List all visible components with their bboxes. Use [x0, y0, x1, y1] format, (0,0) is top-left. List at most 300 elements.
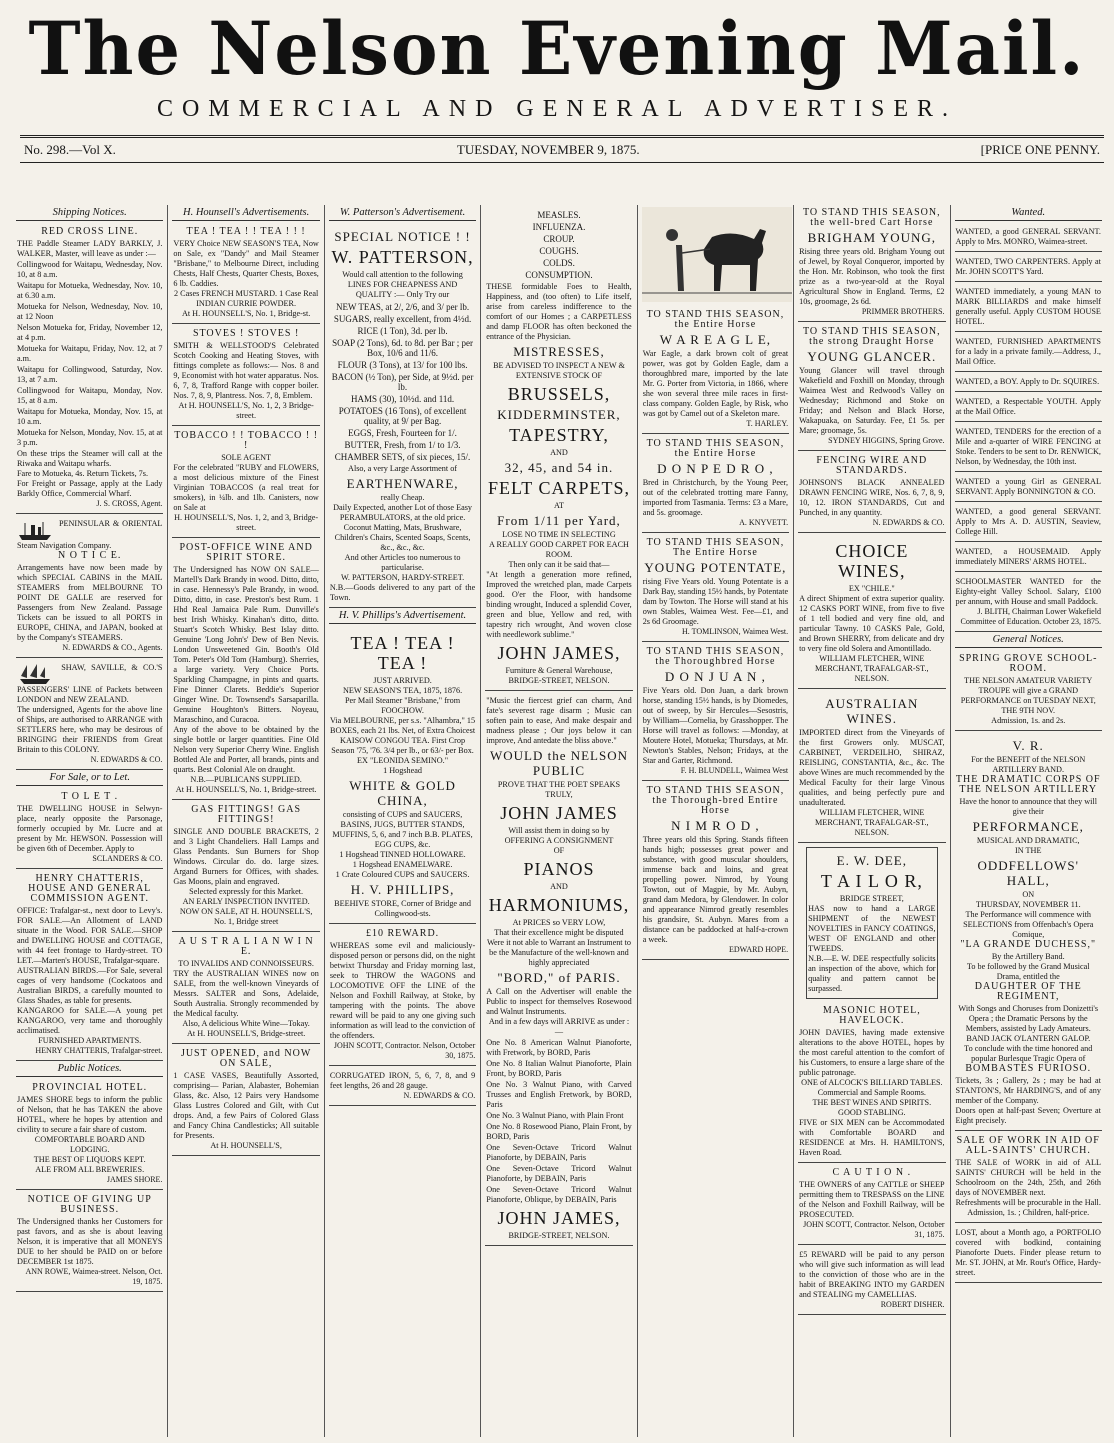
ad-body: JOHN DAVIES, having made extensive alterations to the above HOTEL, hopes by the most careful attention to the comfort of his Customers, to ensure a large share of the public patronage. — [799, 1028, 945, 1077]
ad-heading: GAS FITTINGS! GAS FITTINGS! — [191, 804, 302, 825]
ad-line: OFFERING A CONSIGNMENT — [504, 836, 614, 845]
ad-war-eagle — [642, 307, 789, 434]
piano-item: One No. 8 Rosewood Piano, Plain Front, by BORD, Paris — [486, 1122, 632, 1141]
ad-tobacco — [172, 428, 319, 538]
ad-australian-wine — [172, 934, 319, 1044]
wanted-ad: WANTED, TWO CARPENTERS. Apply at Mr. JOHN SCOTT'S Yard. — [955, 254, 1102, 282]
ad-spring-grove — [955, 651, 1102, 731]
ad-signature: J. BLITH, Chairman Lower Wakefield Committee of Education. October 23, 1875. — [960, 607, 1101, 626]
ad-body: For the celebrated "RUBY and FLOWERS, a most delicious mixture of the Finest Virginian TOBACCOS (a real treat for smokers), in ¼lb. and 1lb. Canisters, now on Sale at — [173, 463, 319, 512]
horse-name: BRIGHAM YOUNG, — [807, 230, 936, 245]
ad-earthenware: EARTHENWARE, — [346, 476, 459, 491]
ad-line: To be followed by the Grand Musical Drama, entitled the — [966, 962, 1090, 981]
schedule-line: Nelson Motueka for, Friday, November 12, at 4 p.m. — [17, 323, 163, 342]
ad-heading: A U S T R A L I A N W I N E. — [178, 936, 314, 957]
ad-young-potentate — [642, 535, 789, 642]
ad-heading: FENCING WIRE AND STANDARDS. — [816, 455, 928, 476]
ad-line: By the Artillery Band. — [991, 952, 1065, 961]
price-item: RICE (1 Ton), 3d. per lb. — [357, 326, 448, 336]
ad-heading: T O L E T . — [61, 791, 119, 802]
section-heading-for-sale: For Sale, or to Let. — [16, 773, 163, 786]
wanted-ad: WANTED a young Girl as GENERAL SERVANT. Apply BONNINGTON & CO. — [955, 474, 1102, 502]
ad-line: With Songs and Choruses from Donizetti's Opera ; the Dramatic Persons by the Members, assisted by Lady Amateurs. — [958, 1004, 1099, 1033]
ad-body: CORRUGATED IRON, 5, 6, 7, 8, and 9 feet lengths, 26 and 28 gauge. — [329, 1071, 476, 1090]
wanted-ad: WANTED, FURNISHED APARTMENTS for a lady in a private family.—Address, J., Mail Office. — [955, 334, 1102, 372]
section-heading-public-notices: Public Notices. — [16, 1064, 163, 1077]
ad-line: And other Articles too numerous to particularise. — [344, 553, 461, 572]
ad-heading: CHOICE WINES, — [835, 541, 909, 581]
ad-line: AT — [553, 501, 564, 510]
ad-body: Young Glancer will travel through Wakefield and Foxhill on Monday, through Waimea West and Redwood's Valley on Wednesday; Richmond and Stoke on Friday; and Nelson and Black Horse, Wakapuaka, on Saturday. Fee, £1 5s. per Mare; groomage, 5s. — [799, 366, 945, 435]
section-heading-hounsell: H. Hounsell's Advertisements. — [172, 208, 319, 221]
piano-item: One No. 8 Italian Walnut Pianoforte, Plain Front, by BORD, Paris — [486, 1059, 632, 1078]
ad-furnished: FURNISHED APARTMENTS. — [38, 1036, 142, 1045]
ad-don-juan — [642, 644, 789, 781]
ad-heading: THE DRAMATIC CORPS OF THE NELSON ARTILLERY — [955, 774, 1101, 795]
ad-body: Bred in Christchurch, by the Young Peer, out of the celebrated trotting mare Fanny, imported from Tasmania. Terms: £3 a Mare, and 5s. groomage. — [642, 478, 789, 517]
horse-name: N I M R O D , — [671, 818, 760, 833]
ad-body: THESE formidable Foes to Health, Happiness, and (too often) to Life itself, arise from careless indifference to the comfort of our Homes ; a CARPETLESS and damp FLOOR has often beckoned the entrance of the Physician. — [486, 282, 632, 341]
wanted-ad: WANTED, a Respectable YOUTH. Apply at the Mail Office. — [955, 394, 1102, 422]
ad-provincial-hotel — [16, 1080, 163, 1190]
ad-mistresses: MISTRESSES, — [513, 344, 605, 359]
price-item: POTATOES (16 Tons), of excellent quality, at 9/ per Bag. — [338, 406, 467, 426]
ad-body: OFFICE: Trafalgar-st., next door to Levy's. FOR SALE.—An Allotment of LAND situate in the Wood. FOR SALE.—SHOP and DWELLING HOUSE and COTTAGE, with 44 feet frontage to Hardy-street. TO LET.—Marten's HOUSE, Trafalgar-square. — [17, 906, 163, 965]
ad-board: FIVE or SIX MEN can be Accommodated with Comfortable BOARD and RESIDENCE at Mrs. H. HAMILTON'S, Haven Road. — [799, 1118, 945, 1157]
ad-heading: PENINSULAR & ORIENTAL Steam Navigation Company. — [17, 519, 163, 550]
ad-name: E. W. DEE, — [836, 853, 907, 868]
ad-line: ON — [1022, 890, 1035, 899]
column-4 — [481, 205, 637, 1437]
ad-signature: At H. HOUNSELL'S, Bridge-street. — [186, 1029, 306, 1038]
ad-body: THE Paddle Steamer LADY BARKLY, J. WALKER, Master, will leave as under :— — [17, 239, 163, 258]
ad-giving-up-business — [16, 1192, 163, 1292]
horse-name: W A R E A G L E, — [659, 332, 772, 347]
ad-australian-wines — [798, 691, 945, 843]
sailing-ship-icon — [17, 663, 53, 685]
ad-body: TRY the AUSTRALIAN WINES now on SALE, from the well-known Vineyards of Messrs. SALTER and Sons, Adelaide, South Australia. Strongly recommended by the Medical faculty. — [173, 969, 319, 1018]
ad-henry-chatteris — [16, 871, 163, 1061]
ad-tapestry: TAPESTRY, — [509, 425, 609, 445]
ad-signature: PRIMMER BROTHERS. — [861, 307, 945, 316]
ad-heading: TOBACCO ! ! TOBACCO ! ! ! — [174, 430, 319, 451]
ad-line: For the BENEFIT of the NELSON ARTILLERY BAND. — [971, 755, 1086, 774]
ad-signature: A. KNYVETT. — [739, 518, 789, 527]
ad-signature: N. EDWARDS & CO. — [872, 518, 945, 527]
ad-nimrod — [642, 783, 789, 960]
ad-burlesque: BOMBASTES FURIOSO. — [965, 1063, 1092, 1074]
ad-body: Arrangements have now been made by which SPECIAL CABINS in the MAIL STEAMERS from MELBOURNE TO POINT DE GALLE are reserved for Passengers from New Zealand. Passage Tickets can be issued to all PORTS in EUROPE, CHINA, and JAPAN, booked at by the Company's STEAMERS. — [17, 563, 163, 642]
ad-body: A direct Shipment of extra superior quality. 12 CASKS PORT WINE, from five to five of 1 tell bodied and very fine old, and particular Tawny. 10 CASKS Pale, Gold, and Brown SHERRY, from delicate and dry to very fine old Solera and Amontillado. — [799, 594, 945, 653]
schedule-line: Motueka for Nelson, Wednesday, Nov. 10, at 12 Noon — [17, 302, 163, 321]
steamship-icon — [17, 519, 53, 541]
ad-heading: SPRING GROVE SCHOOL-ROOM. — [959, 653, 1098, 674]
ailment: CROUP. — [543, 234, 575, 244]
ad-heading: AUSTRALIAN WINES. — [825, 696, 919, 726]
ad-heading: TO STAND THIS SEASON, the Thorough-bred Entire Horse — [646, 785, 785, 816]
ad-line: 1 Hogshead — [383, 766, 422, 775]
price-item: EGGS, Fresh, Fourteen for 1/. — [348, 428, 457, 438]
ad-kangaroo: KANGAROO for SALE.—A young pet KANGAROO, very tame and thoroughly acclimatised. — [17, 1006, 163, 1035]
ad-body: Five Years old. Don Juan, a dark brown horse, standing 15½ hands, is by Diomedes, out of sweep, by Sir Hercules—Sesostris, by William—Cornelia, by Grasshopper. The Horse will travel as follows: —Monday, at Moutere Hotel, Motueka; Thursdays, at Mr. Newton's Stables, Nelson; Fridays, at the Star and Garter, Richmond. — [642, 686, 789, 765]
schedule-line: Collingwood for Waitapu, Wednesday, Nov. 10, at 8 a.m. — [17, 260, 163, 279]
price-item: HAMS (30), 10½d. and 11d. — [350, 394, 455, 404]
ad-fencing-wire — [798, 453, 945, 533]
wanted-ad: WANTED immediately, a young MAN to MARK BILLIARDS and make himself generally useful. Apply CUSTOM HOUSE HOTEL. — [955, 284, 1102, 332]
ad-signature: H. HOUNSELL'S, Nos. 1, 2, and 3, Bridge-street. — [174, 513, 319, 532]
ad-line: Per Mail Steamer "Brisbane," from FOOCHOW. — [344, 696, 461, 715]
ad-heading: TO STAND THIS SEASON, the Entire Horse — [646, 438, 785, 459]
ad-line: To conclude with the time honored and popular Burlesque Tragic Opera of — [964, 1044, 1093, 1063]
ad-signature: N. EDWARDS & CO., Agents. — [62, 643, 163, 652]
ad-line: THURSDAY, NOVEMBER 11. — [975, 900, 1081, 909]
ad-venue: ODDFELLOWS' HALL, — [977, 858, 1079, 888]
ad-kidderminster: KIDDERMINSTER, — [497, 407, 621, 422]
ad-white-gold: WHITE & GOLD CHINA, — [349, 778, 456, 808]
ad-signature: WILLIAM FLETCHER, WINE MERCHANT, TRAFALGAR-ST., NELSON. — [815, 654, 929, 683]
ad-body: £5 REWARD will be paid to any person who will give such information as will lead to the conviction of those who are in the habit of BREAKING INTO my GARDEN and STEALING my CAMELLIAS. — [799, 1250, 945, 1299]
ad-body: SINGLE AND DOUBLE BRACKETS, 2 and 3 Light Chandeliers. Hall Lamps and Glass Pendants. Sun Burners for Shop Windows. Circular do. do. large sizes. Argand Burners for Offices, with shades. Gas Moons, plain and engraved. — [173, 827, 319, 886]
price-item: BUTTER, Fresh, from 1/ to 1/3. — [344, 440, 461, 450]
ad-heading: SHAW, SAVILLE, & CO.'S PASSENGERS' LINE of Packets between LONDON and NEW ZEALAND. — [17, 663, 163, 704]
ad-signature: SYDNEY HIGGINS, Spring Grove. — [828, 436, 945, 445]
wanted-ad: WANTED, TENDERS for the erection of a Mile and a-quarter of WIRE FENCING at Stoke. Tenders to be sent to Dr. RENWICK, Nelson, by Wednesday, the 10th inst. — [955, 424, 1102, 472]
issue-date: TUESDAY, NOVEMBER 9, 1875. — [456, 142, 640, 157]
ad-line: The Performance will commence with SELECTIONS from Offenbach's Opera Comique, — [963, 910, 1094, 939]
ad-body: VERY Choice NEW SEASON'S TEA, Now on Sale, ex "Dandy" and Mail Steamer "Brisbane," to Melbourne Direct, including Chests, Half Chests, Quarter Chests, Boxes, 6 lb. Caddies. — [173, 239, 319, 288]
section-heading-general-notices: General Notices. — [955, 635, 1102, 648]
price-item: FLOUR (3 Tons), at 13/ for 100 lbs. — [337, 360, 468, 370]
ad-body: JOHNSON'S BLACK ANNEALED DRAWN FENCING WIRE, Nos. 6, 7, 8, 9, 10, 12. IRON STANDARDS, Cut and Punched, in any quantity. — [799, 478, 945, 517]
ad-line: Commercial and Sample Rooms. — [817, 1088, 926, 1097]
piano-item: One No. 3 Walnut Piano, with Carved Trusses and English Fretwork, by BORD, Paris — [486, 1080, 632, 1109]
ad-line: 1 Hogshead TINNED HOLLOWARE. — [339, 850, 466, 859]
piano-item: One Seven-Octave Tricord Walnut Pianoforte, Oblique, by DEBAIN, Paris — [486, 1185, 632, 1204]
ad-line: PROVE THAT THE POET SPEAKS TRULY, — [497, 780, 621, 799]
ad-subheading: EX "CHILE." — [848, 584, 895, 593]
ad-brigham-young — [798, 205, 945, 322]
ad-address: BEEHIVE STORE, Corner of Bridge and Collingwood-sts. — [334, 899, 471, 918]
horse-name: YOUNG POTENTATE, — [644, 560, 787, 575]
ad-line: ONE of ALCOCK'S BILLIARD TABLES. — [801, 1078, 943, 1087]
ad-signature: At H. HOUNSELL'S, No. 1, 2, 3 Bridge-street. — [178, 401, 314, 420]
ad-line: BE ADVISED TO INSPECT A NEW & EXTENSIVE STOCK OF — [493, 361, 625, 380]
ad-heading: TO STAND THIS SEASON, the strong Draught Horse — [803, 326, 941, 347]
ad-intro: Would call attention to the following LINES FOR CHEAPNESS AND QUALITY :— Only Try our — [342, 270, 463, 299]
ad-corrugated-iron — [329, 1068, 476, 1106]
ad-line: Admission, 1s. ; Children, half-price. — [967, 1208, 1090, 1217]
ad-harmoniums: HARMONIUMS, — [488, 895, 630, 915]
ad-note: N.B.—E. W. DEE respectfully solicits an inspection of the above, which for quality and pattern cannot be surpassed. — [808, 954, 936, 993]
ad-line: Were it not able to Warrant an Instrument to be the Manufacture of the well-known and highly appreciated — [486, 938, 631, 967]
ad-line: Have the honor to announce that they will give their — [959, 797, 1098, 816]
price-item: BACON (½ Ton), per Side, at 9½d. per lb. — [331, 372, 474, 392]
ad-bord: "BORD," of PARIS. — [497, 970, 621, 985]
section-heading-phillips: H. V. Phillips's Advertisement. — [329, 611, 476, 624]
ad-line: Then only can it be said that— — [508, 560, 610, 569]
ad-brussels: BRUSSELS, — [507, 384, 611, 404]
ad-line: 1 Crate Coloured CUPS and SAUCERS. — [335, 870, 470, 879]
ad-signature: JOHN SCOTT, Contractor. Nelson, October 31, 1875. — [803, 1220, 945, 1239]
price-item: SUGARS, really excellent, from 4½d. — [333, 314, 472, 324]
ad-name: JOHN JAMES — [500, 803, 618, 823]
ad-body: WHEREAS some evil and maliciously-disposed person or persons did, on the night betwixt Thursday and Friday morning last, seek to THROW the WAGONS and LOCOMOTIVE OFF the LINE of the Nelson and Foxhill Railway, at Stoke, by tampering with the points. The above reward will be paid to any one giving such information as will lead to the conviction of the offenders. — [329, 941, 476, 1040]
ailment: COLDS. — [543, 258, 575, 268]
ad-performance: PERFORMANCE, — [972, 819, 1084, 834]
ad-line: consisting of CUPS and SAUCERS, BASINS, JUGS, BUTTER STANDS, MUFFINS, 5, 6, and 7 inch B.B. PLATES, EGG CUPS, &c. — [332, 810, 473, 849]
ad-young-glancer — [798, 324, 945, 451]
section-heading-patterson: W. Patterson's Advertisement. — [329, 208, 476, 221]
ad-signature: JOHN SCOTT, Contractor. Nelson, October 30, 1875. — [333, 1041, 476, 1060]
ad-body: SMITH & WELLSTOOD'S Celebrated Scotch Cooking and Heating Stoves, with fittings complete as follows:— Nos. 8 and 9, Economist with hot water apparatus. Nos. 6, 7, 8, Trafford Range with copper boiler. Nos. 7, 8, 9, Plantress. Nos. 7, 8, Emblem. — [173, 341, 319, 400]
ad-line: At PRICES so VERY LOW, — [512, 918, 606, 927]
ad-trade: T A I L O R, — [820, 871, 923, 891]
column-3 — [325, 205, 481, 1437]
ad-heading: POST-OFFICE WINE AND SPIRIT STORE. — [179, 542, 313, 563]
piano-item: One Seven-Octave Tricord Walnut Pianoforte, by DEBAIN, Paris — [486, 1143, 632, 1162]
ad-subheading: SOLE AGENT — [221, 453, 272, 462]
masthead-title: The Nelson Evening Mail. — [28, 4, 1086, 93]
ad-signature: At H. HOUNSELL'S, — [210, 1141, 282, 1150]
ad-line: THE BEST WINES AND SPIRITS. — [812, 1098, 932, 1107]
ad-body: Three years old this Spring. Stands fifteen hands high; possesses great power and substance, with good muscular shoulders, immense back and loins, and great propelling power. Nimrod, by Young Towton, out of Magpie, by Mr. Aubyn, grand dam Medora, by Glendower. In color and appearance Nimrod greatly resembles his grandsire, St. Aubyn. Mares from a distance can be paddocked at half-a-crown a week. — [642, 835, 789, 944]
column-2 — [168, 205, 324, 1437]
ad-body: THE DWELLING HOUSE in Selwyn-place, nearly opposite the Parsonage, formerly occupied by Mr. Lucre and at present by Mr. HEWSON. Possession will be given 6th of December. Apply to — [17, 804, 163, 853]
ad-line: Selected expressly for this Market. — [189, 887, 304, 896]
ad-line: Daily Expected, another Lot of those Easy PERAMBULATORS, at the old price. — [333, 503, 473, 522]
ad-heading: TO STAND THIS SEASON, the well-bred Cart Horse — [803, 207, 941, 228]
horse-name: YOUNG GLANCER. — [807, 349, 937, 364]
ad-heading: NOTICE OF GIVING UP BUSINESS. — [27, 1194, 152, 1215]
section-heading-wanted: Wanted. — [955, 208, 1102, 221]
ad-subheading: N O T I C E. — [58, 550, 122, 561]
ailment: INFLUENZA. — [532, 222, 586, 232]
ad-signature: NOW ON SALE, AT H. HOUNSELL'S, No. 1, Bridge street — [179, 907, 313, 926]
ad-john-james-carpets — [485, 205, 632, 691]
ad-heading: RED CROSS LINE. — [41, 226, 139, 237]
ad-tailor — [806, 847, 937, 999]
ad-signature: HENRY CHATTERIS, Trafalgar-street. — [35, 1046, 163, 1055]
ad-body: THE NELSON AMATEUR VARIETY TROUPE will give a GRAND PERFORMANCE on TUESDAY NEXT, THE 9TH NOV. — [960, 676, 1096, 715]
ad-body: War Eagle, a dark brown colt of great power, was got by Golden Eagle, dam a thoroughbred mare, imported by the late Mr. G. Porter from Victoria, in 1866, where she won several three mile races in first-class company. Golden Eagle, by Risk, who was got by Camel out of a Skeleton mare. — [642, 349, 789, 418]
ailment: MEASLES. — [537, 210, 581, 220]
ad-line: OF — [553, 846, 565, 855]
masthead — [0, 0, 1114, 123]
ad-line: WOULD the NELSON PUBLIC — [489, 748, 628, 778]
ad-line: A REALLY GOOD CARPET FOR EACH ROOM. — [488, 540, 629, 559]
ad-line: 2 Cases FRENCH MUSTARD. 1 Case Real INDIAN CURRIE POWDER. — [174, 289, 319, 308]
ad-special-notice: SPECIAL NOTICE ! ! — [334, 229, 471, 244]
ad-tea-heading: TEA ! TEA ! TEA ! — [350, 633, 455, 673]
ad-line: really Cheap. — [380, 493, 425, 502]
ad-line: Also, A delicious White Wine—Tokay. — [182, 1019, 310, 1028]
wanted-ad: WANTED, a HOUSEMAID. Apply immediately MINERS' ARMS HOTEL. — [955, 544, 1102, 572]
section-heading-shipping: Shipping Notices. — [16, 208, 163, 221]
ad-shaw-saville — [16, 660, 163, 770]
ad-heading: HENRY CHATTERIS, HOUSE AND GENERAL COMMISSION AGENT. — [28, 873, 152, 904]
ad-body-2: Any of the above to be obtained by the single bottle or larger quantities. Fine Old Nelson very Superior Cherry Wine. English Bottled Ale and Porter, all brands, pints and quarts. Best Colonial Ale on draught. — [173, 725, 319, 774]
ad-heading: TO STAND THIS SEASON, the Entire Horse — [646, 309, 785, 330]
horse-illustration — [642, 207, 792, 302]
ad-body: THE OWNERS of any CATTLE or SHEEP permitting them to TRESPASS on the LINE of the Nelson and Foxhill Railway, will be PROSECUTED. — [799, 1180, 945, 1219]
ad-line: EX "LEONIDA SEMINO." — [357, 756, 449, 765]
ad-signature: JAMES SHORE. — [106, 1175, 163, 1184]
ad-phillips — [329, 627, 476, 924]
ad-vr: V. R. — [1012, 738, 1044, 753]
ad-freight: For Freight or Passage, apply at the Lady Barkly Office, Commercial Wharf. — [17, 479, 163, 498]
ad-signature: J. S. CROSS, Agent. — [96, 499, 163, 508]
piano-item: One Seven-Octave Tricord Walnut Pianoforte, by DEBAIN, Paris — [486, 1164, 632, 1183]
issue-number: No. 298.—Vol X. — [24, 142, 116, 157]
ad-address: BRIDGE-STREET, NELSON. — [508, 676, 610, 685]
ad-opera: "LA GRANDE DUCHESS," — [960, 939, 1097, 950]
ad-body: rising Five Years old. Young Potentate is a Dark Bay, standing 15½ hands, by Potentate dam by Towton. The Horse will stand at his own Stables, Waimea West. Fee—£1, and 2s 6d Groomage. — [642, 577, 789, 626]
ad-line: IN THE — [1015, 846, 1042, 855]
ad-signature: N. EDWARDS & CO. — [90, 755, 163, 764]
ad-line: And in a few days will ARRIVE as under :— — [488, 1017, 630, 1036]
ad-body: 1 CASE VASES, Beautifully Assorted, comprising— Parian, Alabaster, Bohemian Glass, &c. Also, 12 Pairs very Handsome Glass Lustres Colored and Gilt, with Cut drops. And, a few Pairs of Colored Glass and Fancy China Candlesticks; All suitable for Presents. — [173, 1071, 319, 1140]
ad-poem: "At length a generation more refined, Improved the wretched plan, made Carpets good. O'er the Floor, with handsome binding wrought, Induced a splendid Cover, green and blue, Yellow and red, with tapestry rich wrought, And woven close with needlework sublime." — [486, 570, 632, 639]
masthead-subtitle: COMMERCIAL AND GENERAL ADVERTISER. — [156, 96, 958, 122]
ad-john-james-pianos — [485, 693, 632, 1246]
ad-choice-wines — [798, 535, 945, 689]
ad-tea — [172, 224, 319, 324]
ad-name: W. PATTERSON, — [331, 247, 474, 267]
ad-line: Furniture & General Warehouse, — [505, 666, 613, 675]
ad-line: N.B.—PUBLICANS SUPPLIED. — [190, 775, 302, 784]
ad-line: JUST ARRIVED. — [373, 676, 432, 685]
ad-doors: Doors open at half-past Seven; Overture at Eight precisely. — [955, 1106, 1101, 1125]
columns — [12, 205, 1106, 1437]
price-item: CHAMBER SETS, of six pieces, 15/. — [334, 452, 471, 462]
ad-address: BRIDGE STREET, — [839, 894, 904, 903]
ad-masonic-hotel — [798, 1003, 945, 1163]
ad-signature: EDWARD HOPE. — [729, 945, 789, 954]
ad-post-office-wine — [172, 540, 319, 800]
horse-name: D O N J U A N , — [664, 669, 766, 684]
price-item: NEW TEAS, at 2/, 2/6, and 3/ per lb. — [335, 302, 470, 312]
ad-signature: W. PATTERSON, HARDY-STREET. — [340, 573, 465, 582]
ad-poem: "Music the fiercest grief can charm, And fate's severest rage disarm ; Music can soften pain to ease, And make despair and madness please ; Our joys below it can improve, And antedate the bliss above." — [486, 696, 632, 745]
ad-red-cross-line — [16, 224, 163, 514]
ad-pianos: PIANOS — [523, 859, 595, 879]
ad-body: SCHOOLMASTER WANTED for the Eighty-eight Valley School. Salary, £100 per annum, with House and small Paddock. — [955, 577, 1101, 606]
wanted-ad: WANTED, a good general SERVANT. Apply to Mrs A. D. AUSTIN, Seaview, College Hill. — [955, 504, 1102, 542]
ad-line: That their excellence might be disputed — [494, 928, 624, 937]
ad-price: From 1/11 per Yard, — [497, 513, 621, 528]
ad-signature: T. HARLEY. — [746, 419, 789, 428]
ad-tickets: Tickets, 3s ; Gallery, 2s ; may be had at STANTON'S, Mr HARDING'S, and of any member of the Company. — [955, 1076, 1101, 1105]
ad-signature: H. TOMLINSON, Waimea West. — [681, 627, 789, 636]
schedule-line: Waitapu for Collingwood, Saturday, Nov. 13, at 7 a.m. — [17, 365, 163, 384]
ad-patterson — [329, 224, 476, 608]
ad-line: Also, a very Large Assortment of — [348, 464, 458, 473]
ad-note: N.B.—Goods delivered to any part of the Town. — [329, 583, 476, 602]
ad-line: LOSE NO TIME IN SELECTING — [502, 530, 616, 539]
ad-line: Coconut Matting, Mats, Brushware, Children's Chairs, Scented Soaps, Scents, &c., &c., &c. — [334, 523, 471, 552]
dateline — [20, 135, 1104, 163]
ad-caution — [798, 1165, 945, 1245]
ad-reward-5 — [798, 1247, 945, 1315]
ad-heading: TO STAND THIS SEASON, the Thoroughbred Horse — [646, 646, 785, 667]
ad-heading: SALE OF WORK IN AID OF ALL-SAINTS' CHURCH. — [956, 1135, 1100, 1156]
horse-name: D O N P E D R O , — [657, 461, 774, 476]
ad-signature: ANN ROWE, Waimea-street. Nelson, Oct. 19, 1875. — [25, 1267, 163, 1286]
ad-birds: AUSTRALIAN BIRDS.—For Sale, several cages of very handsome (Cockatoos and Australian BIRDS, a carefully mounted to Glass Shades, as table for presents. — [17, 966, 163, 1005]
ad-signature: SCLANDERS & CO. — [92, 854, 163, 863]
ad-heading: JUST OPENED, and NOW ON SALE, — [180, 1048, 312, 1069]
ailment: COUGHS. — [539, 246, 579, 256]
ad-heading: MASONIC HOTEL, HAVELOCK. — [822, 1005, 921, 1026]
ad-line: ALE FROM ALL BREWERIES. — [35, 1165, 145, 1174]
ad-address: BRIDGE-STREET, NELSON. — [508, 1231, 610, 1240]
ad-body: A Call on the Advertiser will enable the Public to inspect for themselves Rosewood and Walnut Instruments. — [486, 987, 632, 1016]
ad-name: JOHN JAMES, — [497, 643, 621, 663]
ad-to-let — [16, 789, 163, 869]
ad-line: AND — [550, 448, 568, 457]
ad-lost: LOST, about a Month ago, a PORTFOLIO covered with bodkind, containing Pianoforte Duets. Finder please return to Mr. ST. JOHN, at Mr. Rout's Office, Hardy-street. — [955, 1225, 1102, 1283]
ad-dramatic-corps — [955, 733, 1102, 1131]
ad-sale-of-work — [955, 1133, 1102, 1223]
ad-line: 1 Hogshead ENAMELWARE. — [352, 860, 453, 869]
ad-name: JOHN JAMES, — [497, 1208, 621, 1228]
ad-fare: Fare to Motueka, 4s. Return Tickets, 7s. — [17, 469, 148, 478]
ad-just-opened — [172, 1046, 319, 1156]
ad-signature: F. H. BLUNDELL, Waimea West — [680, 766, 789, 775]
schedule-line: Waitapu for Motueka, Wednesday, Nov. 10, at 6.30 a.m. — [17, 281, 163, 300]
ad-line: Will assist them in doing so by — [508, 826, 610, 835]
schedule-line: Motueka for Waitapu, Friday, Nov. 12, at 7 a.m. — [17, 344, 163, 363]
ad-heading: STOVES ! STOVES ! — [192, 328, 300, 339]
ad-line: THE BEST OF LIQUORS KEPT. — [33, 1155, 146, 1164]
wanted-ad: WANTED, a BOY. Apply to Dr. SQUIRES. — [955, 374, 1102, 392]
ad-line: BAND JACK O'LANTERN GALOP. — [966, 1034, 1091, 1043]
ad-signature: N. EDWARDS & CO. — [403, 1091, 476, 1100]
column-7 — [951, 205, 1106, 1437]
ad-line: COMFORTABLE BOARD AND LODGING. — [34, 1135, 145, 1154]
piano-item: One No. 3 Walnut Piano, with Plain Front — [486, 1111, 624, 1120]
schedule-line: Collingwood for Waitapu, Monday, Nov. 15, at 8 a.m. — [17, 386, 163, 405]
ad-drama: DAUGHTER OF THE REGIMENT, — [974, 981, 1082, 1002]
wanted-ad — [955, 574, 1102, 632]
ad-felt: FELT CARPETS, — [487, 478, 630, 498]
ad-peninsular — [16, 516, 163, 658]
ad-heading: TO STAND THIS SEASON, The Entire Horse — [646, 537, 785, 558]
ad-gas-fittings — [172, 802, 319, 932]
ad-subheading: TO INVALIDS AND CONNOISSEURS. — [178, 959, 314, 968]
ad-body: The Undersigned has NOW ON SALE— Martell's Dark Brandy in wood. Ditto, ditto, in case. Hennessy's Pale Brandy, in wood. Ditto, ditto, in case. Preston's best Rum. 1 Hhd Real Jamaica Pale Rum. Dunville's best Irish Whisky. Kinahan's ditto, ditto. Stuart's Scotch Whisky. Best Islay ditto. Genuine 'Long John's' Dew of Ben Nevis. London Unsweetened Gin. Booth's Old Tom. Peter's Old Tom (Hamburg). Sherries, a large variety. Very Choice Ports. Sparkling Champagne, in pints and quarts. Fine Dinner Clarets. Beddie's Superior Ginger Wine. Dr. Townsend's Sarsaparilla. Genuine Houghton's Bitters. Noyeau, Maraschino, and Curacoa. — [173, 565, 319, 724]
ad-stoves — [172, 326, 319, 426]
ad-body: The Undersigned thanks her Customers for past favors, and as she is about leaving Nelson, it is imperative that all MONEYS DUE to her should be PAID on or before DECEMBER 1st 1875. — [17, 1217, 163, 1266]
ad-signature: At H. HOUNSELL'S, No. 1, Bridge-street. — [175, 785, 317, 794]
ad-signature: WILLIAM FLETCHER, WINE MERCHANT, TRAFALGAR-ST., NELSON. — [815, 808, 929, 837]
ad-name: H. V. PHILLIPS, — [350, 882, 455, 897]
ad-line: AND — [550, 882, 568, 891]
ad-body: JAMES SHORE begs to inform the public of Nelson, that he has TAKEN the above HOTEL, where he hopes by attention and civility to secure a fair share of custom. — [17, 1095, 163, 1134]
ad-line: NEW SEASON'S TEA, 1875, 1876. — [342, 686, 463, 695]
schedule-line: Waitapu for Motueka, Monday, Nov. 15, at 10 a.m. — [17, 407, 163, 426]
ailment: CONSUMPTION. — [525, 270, 593, 280]
ad-body: THE SALE of WORK in aid of ALL SAINTS' CHURCH will be held in the Schoolroom on the 24th, 25th, and 26th days of NOVEMBER next. — [955, 1158, 1101, 1197]
column-1 — [12, 205, 168, 1437]
ad-line: MUSICAL AND DRAMATIC, — [976, 836, 1080, 845]
ad-body: HAS now to hand a LARGE SHIPMENT of the NEWEST NOVELTIES in FANCY COATINGS, WEST OF ENGLAND and other TWEEDS. — [808, 904, 936, 953]
ad-body: The undersigned, Agents for the above line of Ships, are authorised to ARRANGE with SETTLERS here, who may be desirous of BRINGING their FRIENDS from Great Britain to this COLONY. — [17, 705, 163, 754]
ad-heading: C A U T I O N . — [832, 1167, 912, 1178]
ad-line: Via MELBOURNE, per s.s. "Alhambra," 15 BOXES, each 21 lbs. Net, of Extra Choicest KAISOW CONGOU TEA. First Crop Season '75, '76. 3/4 per lb., or 63/- per Box. — [329, 716, 476, 755]
ad-line: AN EARLY INSPECTION INVITED. — [182, 897, 310, 906]
ad-reward-10 — [329, 926, 476, 1066]
